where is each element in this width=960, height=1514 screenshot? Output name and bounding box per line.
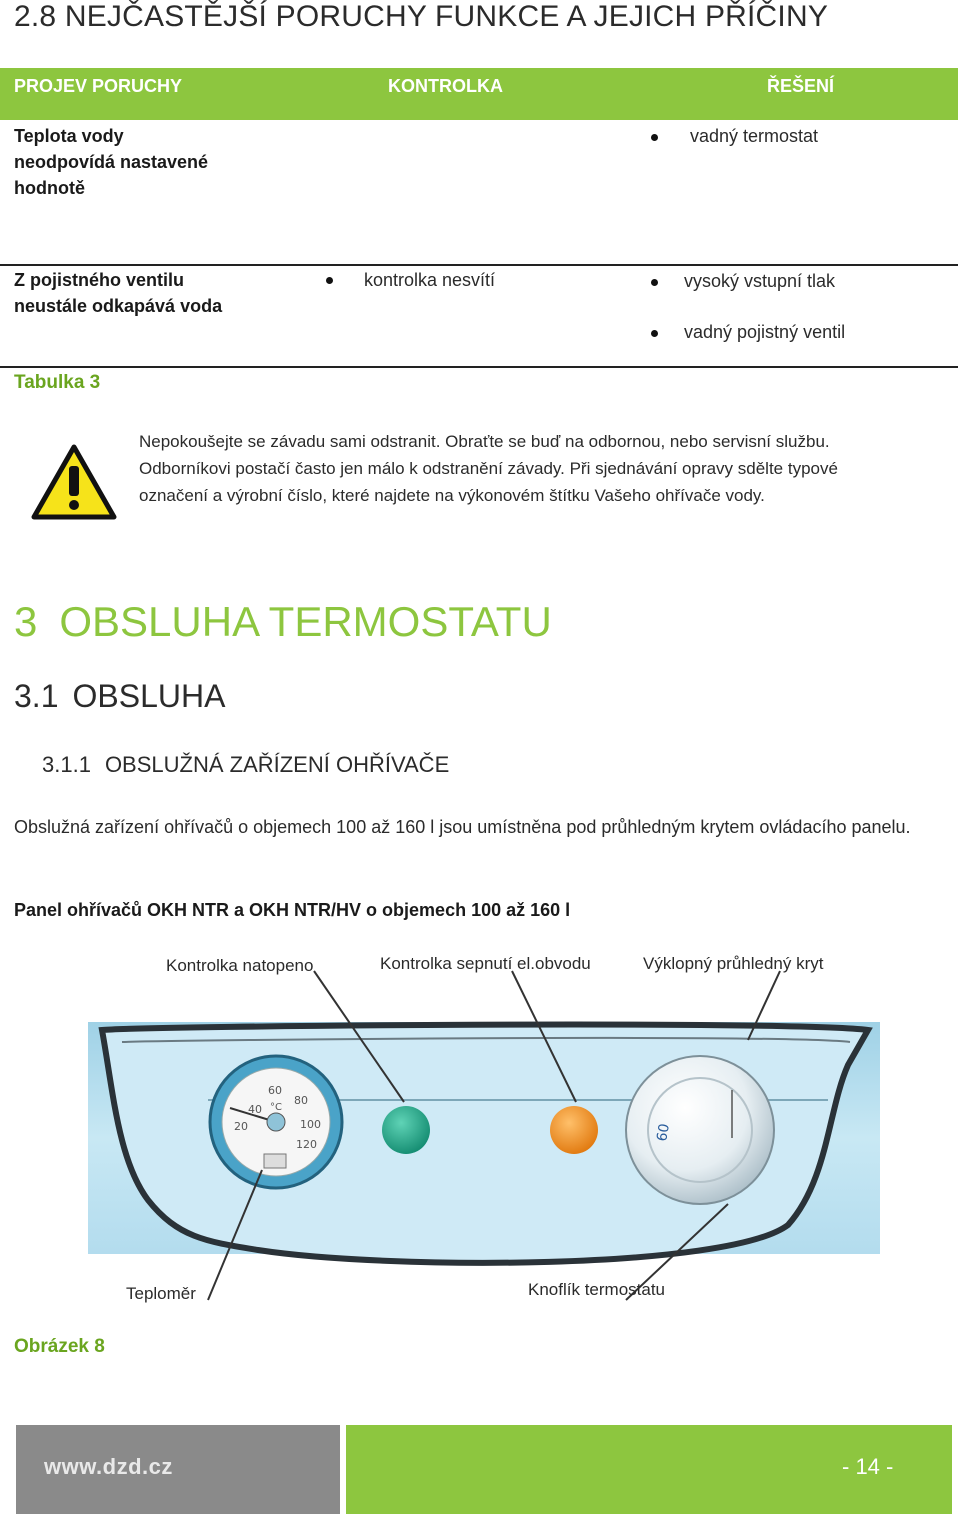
subsubchapter-heading: 3.1.1 OBSLUŽNÁ ZAŘÍZENÍ OHŘÍVAČE [42, 752, 450, 777]
bullet-icon [326, 277, 333, 284]
gauge-tick: 20 [234, 1120, 248, 1133]
circuit-indicator-light [550, 1106, 598, 1154]
control-panel-illustration [88, 970, 880, 1330]
bullet-icon [651, 279, 658, 286]
page-number: - 14 - [842, 1454, 894, 1479]
paragraph: Obslužná zařízení ohřívačů o objemech 100 až 160 l jsou umístněna pod průhledným krytem ovládacího panelu. [14, 817, 911, 837]
header-indicator: KONTROLKA [388, 76, 503, 96]
row1-solution: vadný termostat [690, 126, 819, 146]
heating-indicator-light [382, 1106, 430, 1154]
row2-symptom: Z pojistného ventilu neustále odkapává voda [14, 270, 223, 316]
row2-solution-1: vysoký vstupní tlak [684, 271, 836, 291]
section-title: 2.8 NEJČASTĚJŠÍ PORUCHY FUNKCE A JEJICH PŘÍČINY [14, 0, 829, 33]
warning-triangle-icon [30, 442, 118, 527]
knob-mark: 60 [654, 1122, 674, 1143]
footer-url: www.dzd.cz [44, 1454, 173, 1479]
gauge-unit: °C [270, 1102, 282, 1113]
label-heating-indicator: Kontrolka natopeno [166, 956, 314, 975]
label-cover: Výklopný průhledný kryt [643, 954, 824, 973]
panel-heading: Panel ohřívačů OKH NTR a OKH NTR/HV o objemech 100 až 160 l [14, 900, 571, 920]
subchapter-heading: 3.1 OBSLUHA [14, 678, 226, 714]
warning-text: Nepokoušejte se závadu sami odstranit. Obraťte se buď na odbornou, nebo servisní službu. Odborníkovi postačí často jen málo k odstranění závady. Při sjednávání opravy sdělte typové označení a výrobní číslo, které najdete na výkonovém štítku Vašeho ohřívače vody. [139, 432, 838, 505]
gauge-tick: 120 [296, 1138, 317, 1151]
gauge-tick: 60 [268, 1084, 282, 1097]
chapter-heading: 3 OBSLUHA TERMOSTATU [14, 598, 552, 645]
row2-solution-2: vadný pojistný ventil [684, 322, 846, 342]
table-caption: Tabulka 3 [14, 372, 101, 393]
label-circuit-indicator: Kontrolka sepnutí el.obvodu [380, 954, 591, 973]
label-knob: Knoflík termostatu [528, 1280, 666, 1299]
bullet-icon [651, 330, 658, 337]
gauge-tick: 80 [294, 1094, 308, 1107]
gauge-tick: 40 [248, 1103, 262, 1116]
row-divider [0, 264, 958, 266]
header-symptom: PROJEV PORUCHY [14, 76, 183, 96]
row2-indicator: kontrolka nesvítí [364, 270, 496, 290]
label-thermometer: Teploměr [126, 1284, 196, 1303]
table-header [0, 68, 958, 120]
gauge-tick: 100 [300, 1118, 321, 1131]
row-divider [0, 366, 958, 368]
header-solution: ŘEŠENÍ [767, 76, 835, 96]
figure-caption: Obrázek 8 [14, 1336, 105, 1357]
row1-symptom: Teplota vody neodpovídá nastavené hodnotě [14, 126, 209, 198]
bullet-icon [651, 134, 658, 141]
